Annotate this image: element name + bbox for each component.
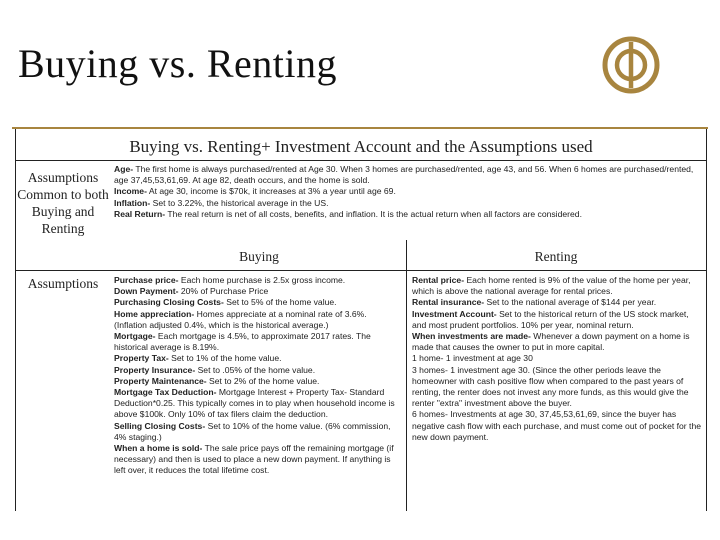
item-text: At age 30, income is $70k, it increases at 3% a year until age 69. [146, 186, 396, 197]
slide-title: Buying vs. Renting [18, 41, 338, 86]
item-text: 3 homes- 1 investment age 30. (Since the other periods leave the homeowner with cash positive flow when compared to the past years of renting, the renter does not invest any more funds, as this would give the renter "extra" investment above the buyer. [412, 364, 689, 409]
buying-item [114, 376, 401, 387]
item-text: Set to 5% of the home value. [223, 297, 337, 308]
buying-assumptions-text [114, 275, 401, 477]
common-item [114, 186, 699, 197]
item-text: Set to the national average of $144 per year. [484, 297, 657, 308]
item-label: Investment Account- [412, 308, 497, 319]
item-text: Set to 2% of the home value. [206, 375, 320, 386]
item-text: Mortgage Interest + Property Tax- Standard Deduction*0.25. This typically comes in to play when household income is above $100k. Only 10% of tax filers claim the deduction. [114, 387, 395, 420]
common-assumptions-text [114, 164, 699, 220]
buying-item [114, 331, 401, 353]
item-text: Each home purchase is 2.5x gross income. [178, 275, 346, 285]
item-label: Inflation- [114, 197, 151, 208]
item-label: Rental insurance- [412, 297, 485, 308]
item-text: The sale price pays off the remaining mortgage (if necessary) and then is used to place a new down payment. If anything is left over, it reduces the total lifetime cost. [114, 443, 394, 476]
assumptions-label: Assumptions [27, 276, 99, 291]
item-text: Set to 10% of the home value. (6% commission, 4% staging.) [114, 420, 391, 442]
item-label: Down Payment- [114, 286, 179, 297]
renting-header: Renting [534, 249, 578, 264]
item-label: Property Insurance- [114, 364, 196, 375]
renting-item [412, 409, 701, 443]
item-label: Mortgage- [114, 331, 156, 342]
item-text: The first home is always purchased/rented at Age 30. When 3 homes are purchased/rented, age 43, and 56. When 6 homes are purchased/rented, age 37,45,53,61,69. At age 82, death occurs, and the home is sold. [114, 164, 694, 186]
renting-item [412, 353, 701, 364]
renting-assumptions-text [412, 275, 701, 443]
divider [406, 270, 407, 511]
item-text: 6 homes- Investments at age 30, 37,45,53,61,69, since the buyer has negative cash flow with each purchase, and must come out of pocket for the new down payment. [412, 409, 702, 442]
item-label: Mortgage Tax Deduction- [114, 387, 217, 398]
renting-item [412, 297, 701, 308]
item-text: Set to 3.22%, the historical average in the US. [150, 197, 329, 208]
common-assumptions-label: Assumptions Common to both Buying and Renting [17, 170, 109, 236]
buying-item [114, 275, 401, 286]
item-label: Purchasing Closing Costs- [114, 297, 224, 308]
buying-item [114, 421, 401, 443]
item-label: Selling Closing Costs- [114, 420, 206, 431]
item-label: Age- [114, 164, 134, 174]
item-label: Rental price- [412, 275, 465, 285]
divider [406, 240, 407, 270]
item-label: When a home is sold- [114, 443, 203, 454]
item-text: 20% of Purchase Price [178, 286, 269, 297]
divider [16, 160, 706, 161]
common-item [114, 164, 699, 186]
renting-item [412, 275, 701, 297]
item-text: 1 home- 1 investment at age 30 [412, 353, 533, 364]
item-label: Property Tax- [114, 353, 169, 364]
buying-item [114, 353, 401, 364]
renting-item [412, 331, 701, 353]
item-label: Purchase price- [114, 275, 179, 285]
item-label: Home appreciation- [114, 308, 195, 319]
common-item [114, 209, 699, 220]
item-text: Set to the historical return of the US stock market, and most prudent portfolios. 10% per year, nominal return. [412, 308, 689, 330]
item-label: Real Return- [114, 208, 166, 219]
item-text: Each mortgage is 4.5%, to approximate 2017 rates. The historical average is 8.19%. [114, 331, 371, 353]
buying-item [114, 286, 401, 297]
buying-item [114, 297, 401, 308]
item-text: Set to .05% of the home value. [195, 364, 316, 375]
buying-item [114, 443, 401, 477]
buying-item [114, 387, 401, 421]
common-item [114, 198, 699, 209]
item-text: Set to 1% of the home value. [168, 353, 282, 364]
item-label: When investments are made- [412, 331, 531, 342]
divider [16, 270, 706, 271]
gold-ring-logo-icon [596, 36, 666, 94]
table-title: Buying vs. Renting+ Investment Account and the Assumptions used [129, 137, 593, 156]
item-text: Homes appreciate at a nominal rate of 3.6%. (Inflation adjusted 0.4%, which is the historical average.) [114, 308, 367, 330]
renting-item [412, 309, 701, 331]
item-label: Property Maintenance- [114, 375, 207, 386]
assumptions-table [15, 129, 707, 511]
item-text: Whenever a down payment on a home is made that causes the owner to put in more capital. [412, 331, 690, 353]
item-text: Each home rented is 9% of the value of the home per year, which is above the national average for rental prices. [412, 275, 691, 297]
buying-header: Buying [239, 249, 279, 264]
buying-item [114, 309, 401, 331]
buying-item [114, 365, 401, 376]
item-label: Income- [114, 186, 147, 197]
renting-item [412, 365, 701, 410]
item-text: The real return is net of all costs, benefits, and inflation. It is the actual return when all factors are considered. [165, 208, 582, 219]
